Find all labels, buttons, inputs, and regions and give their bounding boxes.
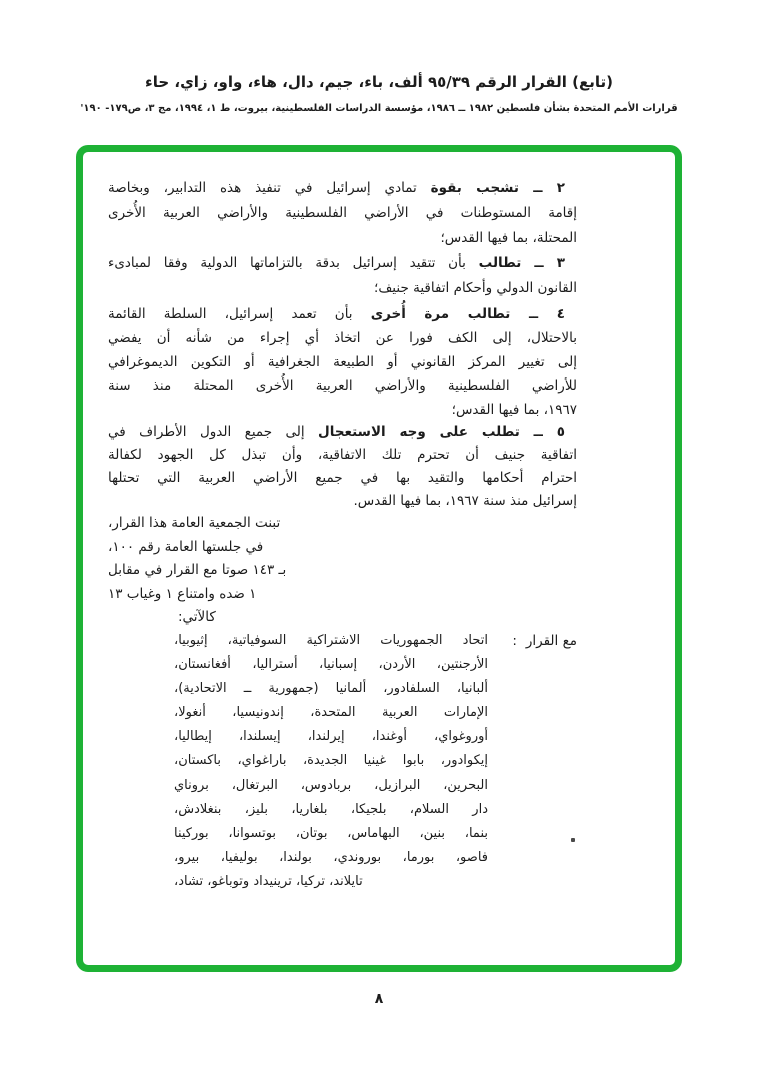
clause-5-line-1-rest: إلى جميع الدول الأطراف في: [108, 424, 305, 440]
clause-5-line-2: اتفاقية جنيف أن تحترم تلك الاتفاقية، وأن تبذل كل الجهود لكفالة: [108, 447, 577, 463]
clause-5-line-4: إسرائيل منذ سنة ١٩٦٧، بما فيها القدس.: [353, 493, 577, 509]
country-line-6: إيكوادور، بابوا غينيا الجديدة، باراغواي، باكستان،: [174, 753, 488, 769]
document-title: (تابع) القرار الرقم ٩٥/٣٩ ألف، باء، جيم، دال، هاء، واو، زاي، حاء: [145, 73, 613, 91]
clause-3: [108, 251, 577, 301]
document-source-citation: قرارات الأمم المتحدة بشأن فلسطين ١٩٨٢ ــ ١٩٨٦، مؤسسة الدراسات الفلسطينية، بيروت، ط ١، ١٩٩٤، مج ٣، ص١٧٩- ١٩٠': [80, 103, 678, 114]
country-line-5: أوروغواي، أوغندا، إيرلندا، إيسلندا، إيطاليا،: [174, 729, 488, 745]
country-line-1: اتحاد الجمهوريات الاشتراكية السوفياتية، إثيوبيا،: [174, 633, 488, 648]
clause-3-lead: ٣ ــ تطالب: [478, 255, 566, 271]
adoption-line-4: ١ ضده وامتناع ١ وغياب ١٣: [108, 585, 257, 602]
clause-4-line-1-rest: بأن تعمد إسرائيل، السلطة القائمة: [108, 306, 353, 322]
adoption-line-2: في جلستها العامة رقم ١٠٠،: [108, 538, 264, 555]
clause-4-lead: ٤ ــ تطالب مرة أُخرى: [370, 306, 565, 322]
vote-with-label-text: مع القرار: [525, 633, 577, 649]
country-line-3: ألبانيا، السلفادور، ألمانيا (جمهورية ــ الاتحادية)،: [174, 681, 488, 697]
clause-4: [108, 302, 577, 422]
country-line-4: الإمارات العربية المتحدة، إندونيسيا، أنغولا،: [174, 705, 488, 721]
country-line-10: فاصو، بورما، بوروندي، بولندا، بوليفيا، بيرو،: [174, 849, 488, 865]
adoption-line-5: كالآتي:: [178, 609, 216, 625]
clause-2: [108, 176, 577, 251]
clause-4-line-4: للأراضي الفلسطينية والأراضي العربية الأُخرى المحتلة منذ سنة: [108, 378, 577, 394]
text-column: [108, 0, 577, 1078]
country-list: [174, 629, 488, 894]
country-line-2: الأرجنتين، الأردن، إسبانيا، أستراليا، أفغانستان،: [174, 657, 488, 673]
stray-ink-dot: [571, 838, 575, 842]
clause-2-line-3: المحتلة، بما فيها القدس؛: [440, 230, 577, 246]
vote-with-colon: :: [512, 633, 517, 649]
clause-4-line-2: بالاحتلال، إلى الكف فورا عن اتخاذ أي إجراء من شأنه أن يفضي: [108, 330, 577, 346]
clause-4-line-1: [108, 302, 577, 326]
country-line-8: دار السلام، بلجيكا، بلغاريا، بليز، بنغلادش،: [174, 801, 488, 817]
clause-4-line-3: إلى تغيير المركز القانوني أو الطبيعة الجغرافية أو التكوين الديموغرافي: [108, 354, 577, 370]
clause-2-lead: ٢ ــ تشجب بقوة: [430, 180, 566, 196]
clause-2-line-1-rest: تمادي إسرائيل في تنفيذ هذه التدابير، وبخاصة: [108, 180, 417, 196]
clause-3-line-2: القانون الدولي وأحكام اتفاقية جنيف؛: [374, 280, 577, 296]
country-line-7: البحرين، البرازيل، بربادوس، البرتغال، بروناي: [174, 777, 488, 793]
adoption-note: [108, 512, 370, 630]
clause-4-line-5: ١٩٦٧، بما فيها القدس؛: [451, 402, 577, 418]
country-line-11: تايلاند، تركيا، ترينيداد وتوباغو، تشاد،: [174, 873, 363, 889]
clause-5-line-1: [108, 421, 577, 444]
vote-with-section: [108, 629, 577, 894]
adoption-line-3: بـ ١٤٣ صوتا مع القرار في مقابل: [108, 562, 287, 578]
clause-2-line-1: [108, 176, 577, 201]
clause-5-line-3: احترام أحكامها والتقيد بها في جميع الأراضي العربية التي تحتلها: [108, 470, 577, 486]
page-number: ٨: [374, 991, 384, 1007]
clause-5: [108, 421, 577, 513]
adoption-line-1: تبنت الجمعية العامة هذا القرار،: [108, 515, 281, 531]
clause-3-line-1-rest: بأن تتقيد إسرائيل بدقة بالتزاماتها الدولية وفقا لمبادىء: [108, 255, 466, 271]
clause-3-line-1: [108, 251, 577, 276]
country-line-9: بنما، بنين، البهاماس، بوتان، بوتسوانا، بوركينا: [174, 825, 488, 841]
clause-2-line-2: إقامة المستوطنات في الأراضي الفلسطينية والأراضي العربية الأُخرى: [108, 205, 577, 221]
clause-5-lead: ٥ ــ تطلب على وجه الاستعجال: [318, 424, 565, 440]
vote-with-label: [512, 629, 577, 653]
